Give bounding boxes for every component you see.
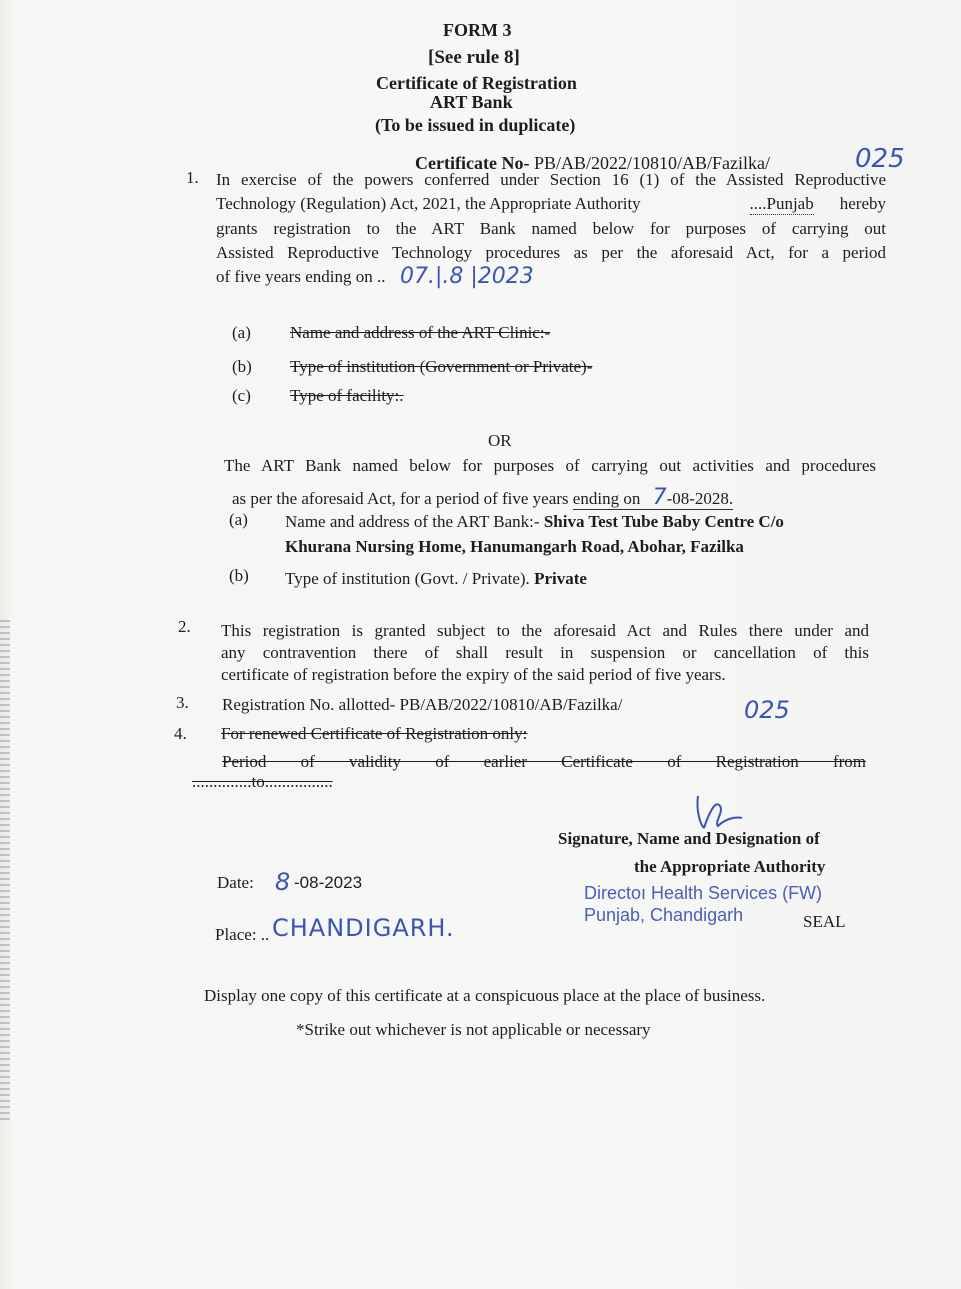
date-handwritten: 8 [275, 868, 291, 896]
para4-line1-text: For renewed Certificate of Registration only: [221, 724, 528, 743]
para1-line1-text: In exercise of the powers conferred under Section 16 (1) of the Assisted Reproductive [216, 170, 886, 189]
para4-line2 [222, 752, 866, 772]
struck-item-c-letter: (c) [232, 386, 251, 405]
item-b-letter: (b) [229, 566, 249, 585]
para3-number: 3. [176, 693, 189, 712]
para1-hereby: hereby [839, 194, 886, 213]
page-edge-shadow [0, 620, 10, 1120]
struck-item-a-letter: (a) [232, 323, 251, 342]
stamp-line1: Directoı Health Services (FW) [584, 883, 823, 903]
para2-line1-text: This registration is granted subject to the aforesaid Act and Rules there under and [221, 621, 869, 640]
para2-number: 2. [178, 617, 191, 636]
item-b-label: Type of institution (Govt. / Private). [285, 569, 530, 588]
para3-value: PB/AB/2022/10810/AB/Fazilka/ [399, 695, 623, 714]
title-duplicate: (To be issued in duplicate) [375, 115, 576, 135]
para2-line2 [221, 643, 869, 663]
form-number: FORM 3 [443, 20, 512, 40]
para1-line5: of five years ending on .. [216, 267, 386, 286]
or-para-line1 [224, 456, 876, 476]
item-a-letter: (a) [229, 510, 248, 529]
para4-line1 [174, 724, 527, 744]
para1-line2 [216, 194, 886, 215]
place-label [215, 925, 269, 945]
item-b-line [285, 569, 587, 589]
stamp-line2: Punjab, Chandigarh [584, 905, 744, 925]
struck-item-b [232, 357, 592, 377]
struck-item-a [232, 323, 550, 343]
signature-line2: the Appropriate Authority [634, 857, 826, 876]
para1-line2-text: Technology (Regulation) Act, 2021, the Appropriate Authority [216, 194, 641, 213]
para1-number: 1. [186, 168, 199, 187]
para1-line1 [216, 170, 886, 190]
para1-line4-text: Assisted Reproductive Technology procedures as per the aforesaid Act, for a period [216, 243, 886, 262]
para3-handwritten: 025 [744, 696, 790, 724]
or-para-line2-text: as per the aforesaid Act, for a period of five years [232, 489, 569, 508]
rule-reference: [See rule 8] [428, 47, 520, 68]
para1-line4 [216, 243, 886, 263]
item-a-value1: Shiva Test Tube Baby Centre C/o [543, 512, 784, 531]
or-para-line2 [232, 485, 733, 510]
certificate-number-handwritten: 025 [855, 144, 905, 174]
place-dots: .. [260, 925, 270, 944]
place-label-text: Place: [215, 925, 257, 944]
struck-item-a-text: Name and address of the ART Clinic:- [290, 323, 551, 342]
para4-number: 4. [174, 724, 187, 743]
struck-item-b-letter: (b) [232, 357, 252, 376]
footer-line1: Display one copy of this certificate at a conspicuous place at the place of business. [204, 986, 766, 1005]
item-b-value: Private [534, 569, 587, 588]
or-separator: OR [488, 431, 512, 450]
or-para-line1-text: The ART Bank named below for purposes of carrying out activities and procedures [224, 456, 876, 475]
or-para-ending-label: ending on [572, 489, 641, 508]
title-certificate: Certificate of Registration [376, 73, 577, 93]
date-label: Date: [217, 873, 254, 892]
or-para-ending [572, 485, 734, 510]
item-a-label: Name and address of the ART Bank:- [285, 512, 540, 531]
para1-line3-text: grants registration to the ART Bank named below for purposes of carrying out [216, 219, 886, 238]
or-para-ending-handwritten: 7 [652, 485, 667, 510]
struck-item-c [232, 386, 404, 406]
date-rest: -08-2023 [294, 873, 363, 892]
certificate-number-value: PB/AB/2022/10810/AB/Fazilka/ [533, 153, 770, 173]
item-a-value2: Khurana Nursing Home, Hanumangarh Road, Abohar, Fazilka [285, 537, 744, 556]
para2-line2-text: any contravention there of shall result in suspension or cancellation of this [221, 643, 869, 662]
place-handwritten: CHANDIGARH. [272, 914, 455, 942]
para1-line3 [216, 219, 886, 239]
para1-end-date-handwritten: 07.|.8 |2023 [400, 264, 534, 289]
para1-authority: ....Punjab [749, 194, 814, 213]
seal-label: SEAL [803, 912, 846, 931]
title-art-bank: ART Bank [430, 92, 513, 112]
struck-item-b-text: Type of institution (Government or Private)- [290, 357, 593, 376]
para2-line3: certificate of registration before the expiry of the said period of five years. [221, 665, 726, 684]
or-para-ending-rest: -08-2028. [666, 489, 734, 508]
item-a-line1 [285, 512, 784, 532]
para2-line1 [221, 621, 869, 641]
para4-line3: ..............to................ [192, 772, 333, 791]
struck-item-c-text: Type of facility:. [290, 386, 404, 405]
certificate-number-label: Certificate No- [415, 153, 530, 173]
footer-line2: *Strike out whichever is not applicable or necessary [296, 1020, 651, 1039]
para3-line [222, 695, 622, 715]
para4-line2-text: Period of validity of earlier Certificate of Registration from [222, 752, 866, 771]
signature-line1: Signature, Name and Designation of [558, 829, 820, 848]
para3-label: Registration No. allotted- [222, 695, 396, 714]
